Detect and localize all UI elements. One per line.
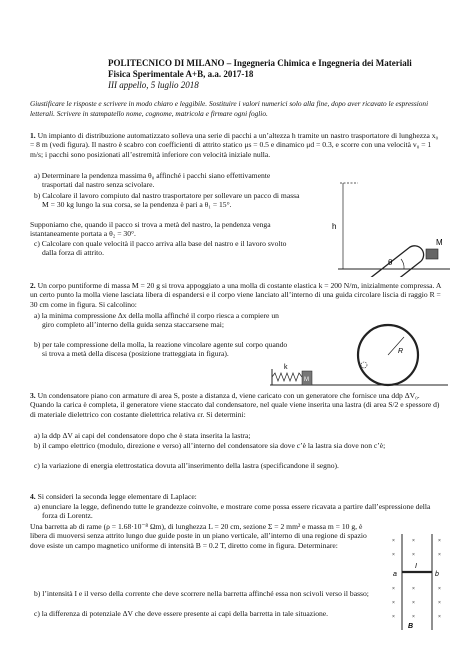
q2-loop-figure (270, 315, 450, 390)
q1-angle-arc (401, 259, 404, 269)
q4-label-a: a (393, 571, 397, 578)
header-session: III appello, 5 luglio 2018 (108, 80, 199, 90)
svg-text:×: × (412, 552, 415, 558)
q4-label-I: I (415, 563, 417, 570)
svg-text:×: × (392, 552, 395, 558)
q4-part-b: b) l’intensità I e il verso della corrente che deve scorrere nella barretta affinché essa non scivoli verso il basso; (34, 589, 369, 598)
svg-text:×: × (412, 586, 415, 592)
q3-text: Un condensatore piano con armature di area S, poste a distanza d, viene caricato con un generatore che fornisce una ddp ΔV₀. Quando la carica è completa, il generatore viene staccato dal condensatore, nel quale viene inserita una lastra (di area S/2 e spessore d) di materiale dielettrico con costante dielettrica relativa εr. Si determini: (30, 391, 440, 419)
q1-label-theta: θ (388, 258, 393, 267)
q1-part-c: c) Calcolare con quale velocità il pacco arriva alla base del nastro e il lavoro svolto dalla forza di attrito. (34, 239, 287, 258)
svg-text:×: × (392, 586, 395, 592)
q1-part-b: b) Calcolare il lavoro compiuto dal nastro trasportatore per sollevare un pacco di massa M = 30 kg lungo la sua corsa, se la pendenza è pari a θ₁ = 15°. (34, 191, 300, 210)
q2-label-R: R (398, 348, 404, 355)
q1-conveyor-belt (318, 242, 427, 277)
q4-text-2: Una barretta ab di rame (ρ = 1.68·10⁻⁸ Ωm), di lunghezza L = 20 cm, sezione Σ = 2 mm² e massa m = 10 g, è libera di muoversi senza attrito lungo due guide poste in un piano verticale, all’interno di una regione di spazio dove esiste un campo magnetico uniforme di intensità B = 0.2 T, diretto come in figura. Determinare: (30, 522, 367, 550)
q2-label-M: M (304, 377, 309, 383)
q4-part-c: c) la differenza di potenziale ΔV che deve essere presente ai capi della barretta in tale situazione. (34, 609, 329, 618)
q4-label-b: b (435, 571, 439, 578)
header-title: POLITECNICO DI MILANO – Ingegneria Chimica e Ingegneria dei Materiali (108, 58, 412, 68)
svg-text:×: × (438, 538, 441, 544)
svg-text:×: × (412, 538, 415, 544)
q2-dashed-position (361, 362, 367, 368)
q1-number: 1. (30, 131, 36, 140)
q2-intro (30, 281, 444, 309)
q1-part-a: a) Determinare la pendenza massima θ₀ affinché i pacchi siano effettivamente trasportati dal nastro senza scivolare. (34, 171, 271, 190)
svg-text:×: × (438, 586, 441, 592)
svg-text:×: × (438, 600, 441, 606)
q3-part-c: c) la variazione di energia elettrostatica dovuta all’inserimento della lastra (specificandone il segno). (34, 461, 339, 470)
q1-label-M: M (436, 238, 443, 247)
q4-label-B: B (408, 623, 414, 630)
instructions: Giustificare le risposte e scrivere in modo chiaro e leggibile. Sostituire i valori numerici solo alla fine, dopo aver ricavato le espressioni letterali. Scrivere in stampatello nome, cognome, matricola e firmare ogni foglio. (30, 99, 429, 118)
exam-header (108, 58, 438, 91)
q2-number: 2. (30, 281, 36, 290)
q1-text-2: Supponiamo che, quando il pacco si trova a metà del nastro, la pendenza venga istantaneamente portata a θ₂ = 30°. (30, 220, 271, 239)
svg-text:×: × (392, 600, 395, 606)
svg-text:×: × (412, 600, 415, 606)
q2-label-k: k (284, 364, 288, 371)
svg-text:×: × (392, 614, 395, 620)
q2-part-a: a) la minima compressione Δx della molla affinché il corpo riesca a compiere un giro completo all’interno della guida senza staccarsene mai; (34, 311, 279, 330)
q4-part-a: a) enunciare la legge, definendo tutte le grandezze coinvolte, e mostrare come possa essere ricavata a partire dall’espressione della forza di Lorentz. (34, 502, 431, 521)
svg-text:×: × (412, 614, 415, 620)
header-course: Fisica Sperimentale A+B, a.a. 2017-18 (108, 69, 254, 79)
q4-text: Si consideri la seconda legge elementare di Laplace: (37, 492, 197, 501)
q1-intro (30, 131, 444, 159)
q3-number: 3. (30, 391, 36, 400)
q4-rails-figure (388, 530, 448, 635)
svg-text:×: × (438, 614, 441, 620)
q1-text: Un impianto di distribuzione automatizzato solleva una serie di pacchi a un’altezza h tramite un nastro trasportatore di lunghezza x₀ = 8 m (vedi figura). Il nastro è scabro con coefficienti di attrito statico μs = 0.5 e dinamico μd = 0.3, e scorre con una velocità v₀ = 1 m/s; i pacchi sono posizionati all’estremità inferiore con velocità iniziale nulla. (30, 131, 439, 159)
q3-intro (30, 391, 444, 419)
q4-field-crosses (392, 538, 441, 620)
q1-conveyor-figure (318, 165, 453, 277)
q4-number: 4. (30, 492, 36, 501)
q3-part-a: a) la ddp ΔV ai capi del condensatore dopo che è stata inserita la lastra; (34, 431, 251, 440)
q2-part-b: b) per tale compressione della molla, la reazione vincolare agente sul corpo quando si trova a metà della discesa (posizione tratteggiata in figura). (34, 340, 288, 359)
q2-text: Un corpo puntiforme di massa M = 20 g si trova appoggiato a una molla di costante elastica k = 200 N/m, inizialmente compressa. A un certo punto la molla viene lasciata libera di espandersi e il corpo viene lanciato all’interno di una guida circolare liscia di raggio R = 30 cm come in figura. Si calcolino: (30, 281, 441, 309)
q3-part-b: b) il campo elettrico (modulo, direzione e verso) all’interno del condensatore sia dove c’è la lastra sia dove non c’è; (34, 441, 386, 450)
q1-package (426, 249, 438, 259)
svg-text:×: × (392, 538, 395, 544)
q1-label-h: h (332, 222, 337, 231)
q2-spring (272, 373, 302, 381)
q4-intro (30, 492, 444, 501)
svg-text:×: × (438, 552, 441, 558)
